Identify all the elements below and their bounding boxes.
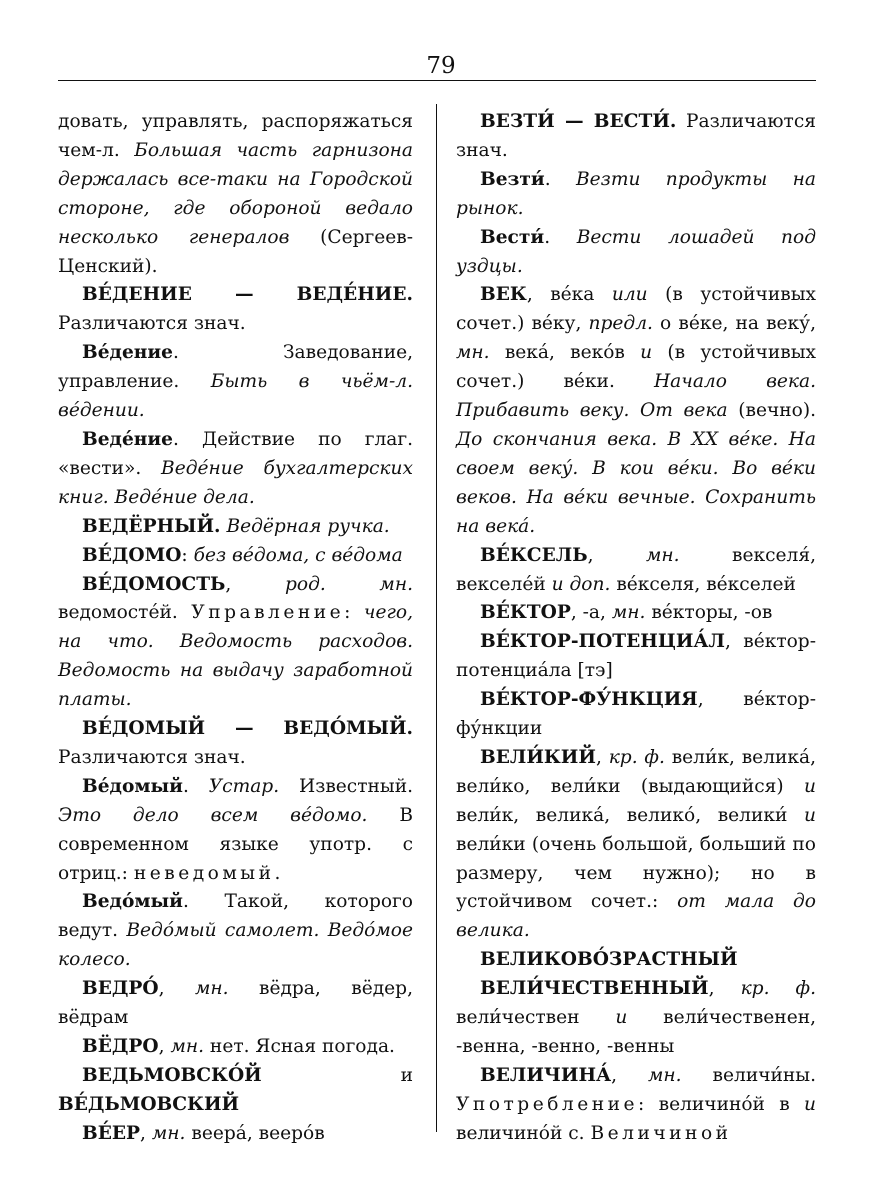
headword: ВЁДРО [82, 1036, 159, 1057]
headword: ВЕК [480, 284, 527, 306]
entry-text: . [182, 775, 209, 797]
italic-text: предл. [588, 313, 653, 335]
dictionary-entry [456, 166, 816, 224]
entry-text: В современном языке употр. с отриц.: [58, 804, 414, 884]
italic-text: Большая часть гарнизона держалась все-таки на Городской стороне, где обороной ведало несколько генералов [58, 139, 413, 248]
headword: Вести́ [480, 226, 545, 248]
headword: ВЕ́ДОМЫЙ — ВЕДО́МЫЙ. [82, 718, 413, 740]
dictionary-entry [58, 513, 413, 542]
header-rule [58, 80, 816, 81]
dictionary-entry [456, 975, 816, 1062]
entry-text: Различаются знач. [456, 111, 816, 161]
spaced-text: Употребление [456, 1093, 639, 1115]
italic-text: и [615, 1007, 628, 1029]
italic-text: Устар. [208, 775, 280, 797]
dictionary-entry [456, 599, 816, 628]
entry-text: веера́, вееро́в [185, 1122, 325, 1144]
headword: ВЕ́ЕР [82, 1122, 141, 1144]
entry-text: ведомосте́й. [58, 602, 192, 624]
italic-text: Ведо́мый самолет. Ведо́мое колесо. [58, 920, 413, 971]
italic-text: Вести лошадей под уздцы. [456, 226, 816, 277]
entry-text: , ве́ктор-фу́нкции [456, 689, 816, 740]
headword: ВЕЛИ́КИЙ [480, 746, 596, 768]
entry-text: . Такой, которого ведут. [58, 891, 413, 942]
italic-text: мн. [456, 342, 490, 364]
dictionary-entry [456, 628, 816, 686]
entry-text: величино́й с. [456, 1122, 591, 1144]
headword: ВЕ́ДОМО [82, 544, 182, 566]
dictionary-entry [58, 426, 413, 513]
entry-text: о ве́ке, на веку́, [652, 313, 817, 335]
italic-text: без ве́дома, с ве́дома [193, 544, 403, 566]
entry-text: , [708, 978, 741, 1000]
entry-text: вели́чествен [456, 1007, 616, 1029]
entry-text: вели́чественен, -венна, -венно, -венны [456, 1007, 816, 1057]
dictionary-entry [456, 224, 816, 282]
column-divider [436, 104, 437, 1132]
italic-text: Быть в чьём-л. ве́дении. [58, 371, 413, 422]
entry-text: вели́ки (очень большой, больший по размеру, чем нужно); но в устойчивом сочет.: [456, 833, 816, 913]
entry-text: величи́ны. [681, 1064, 816, 1086]
entry-text: . [274, 862, 281, 884]
dictionary-entry [456, 744, 816, 946]
entry-text: нет. Ясная погода. [204, 1036, 395, 1057]
italic-text: мн. [170, 1036, 205, 1057]
italic-text: и [640, 342, 653, 364]
italic-text: и [804, 1093, 816, 1115]
headword: ВЕДЁРНЫЙ. [82, 515, 221, 537]
entry-text: , [158, 978, 195, 1000]
dictionary-entry [456, 686, 816, 744]
dictionary-entry [58, 108, 413, 281]
headword: ВЕ́ДЕНИЕ — ВЕДЕ́НИЕ. [82, 284, 413, 306]
entry-text: , [158, 1036, 171, 1057]
spaced-text: Величиной [590, 1122, 732, 1144]
entry-text: ве́кторы, -ов [645, 602, 773, 624]
dictionary-entry [58, 888, 413, 975]
italic-text: от мала до велика. [456, 891, 816, 942]
left-column [58, 108, 413, 1149]
dictionary-entry [58, 1033, 413, 1062]
dictionary-entry [456, 1062, 816, 1149]
italic-text: чего, на что. Ведомость расходов. Ведомость на выдачу заработной платы. [58, 602, 413, 711]
entry-text: . Действие по глаг. «вести». [58, 428, 413, 479]
headword: Веде́ние [82, 428, 173, 450]
dictionary-entry [58, 1062, 413, 1120]
headword: ВЕДЬМОВСКО́Й [82, 1064, 262, 1086]
entry-text: вёдра, вёдер, вёдрам [58, 978, 413, 1029]
italic-text: Это дело всем ве́домо. [58, 804, 368, 826]
italic-text: род. мн. [284, 573, 413, 595]
headword: ВЕ́КСЕЛЬ [480, 544, 588, 566]
entry-text: (в устойчивых сочет.) ве́ки. [456, 342, 816, 393]
entry-text: : [344, 602, 364, 624]
entry-text: , ве́ка [526, 284, 612, 306]
dictionary-entry [58, 571, 413, 716]
dictionary-entry [456, 281, 816, 541]
italic-text: и [804, 804, 816, 826]
dictionary-entry [58, 975, 413, 1033]
entry-text: Различаются знач. [58, 746, 246, 768]
entry-text: , ве́ктор-потенциа́ла [тэ] [456, 631, 816, 682]
italic-text: и доп. [551, 573, 611, 595]
headword: ВЕЗТИ́ — ВЕСТИ́. [480, 111, 677, 132]
headword: Везти́ [480, 168, 545, 190]
headword: ВЕЛИКОВО́ЗРАСТНЫЙ [480, 949, 738, 971]
headword: ВЕ́КТОР-ПОТЕНЦИА́Л [480, 631, 725, 653]
entry-text: довать, управлять, распоряжаться чем-л. [58, 111, 413, 161]
dictionary-entry [58, 715, 413, 773]
entry-text: ве́кселя, ве́кселей [610, 573, 796, 595]
italic-text: и [804, 775, 816, 797]
entry-text: . [544, 226, 577, 248]
headword: ВЕЛИЧИНА́ [480, 1064, 612, 1086]
italic-text: Ведёрная ручка. [226, 515, 390, 537]
entry-text: Различаются знач. [58, 313, 246, 335]
entry-text: века́, веко́в [489, 342, 641, 364]
page-number: 79 [426, 53, 456, 79]
entry-text: вели́к, велика́, вели́ко, вели́ки (выдающийся) [456, 746, 817, 797]
italic-text: или [611, 284, 648, 306]
entry-text: . Заведование, управление. [58, 342, 413, 393]
italic-text: Начало века. Прибавить веку. От века [456, 371, 816, 422]
spaced-text: неведомый [133, 862, 275, 884]
italic-text: До скончания века. В XX ве́ке. На своем веку́. В кои ве́ки. Во ве́ки веков. На ве́ки вечные. Сохранить на века́. [456, 428, 816, 537]
entry-text: и [261, 1064, 413, 1086]
headword: Ведо́мый [82, 891, 183, 913]
italic-text: мн. [611, 602, 646, 624]
headword: ВЕЛИ́ЧЕСТВЕННЫЙ [480, 978, 709, 1000]
right-column [456, 108, 816, 1149]
headword: Ве́дение [82, 342, 173, 364]
dictionary-entry [456, 542, 816, 600]
entry-text: . [544, 168, 577, 190]
dictionary-entry [58, 542, 413, 571]
entry-text: вели́к, велика́, велико́, велики́ [456, 804, 805, 826]
entry-text: (в устойчивых сочет.) ве́ку, [456, 284, 816, 335]
entry-text: , -а, [570, 602, 612, 624]
dictionary-entry [58, 339, 413, 426]
italic-text: мн. [151, 1122, 186, 1144]
entry-text: (Сергеев-Ценский). [58, 226, 413, 277]
dictionary-entry [58, 1120, 413, 1149]
italic-text: мн. [645, 544, 680, 566]
italic-text: кр. ф. [608, 746, 665, 768]
headword: ВЕ́КТОР [480, 602, 571, 624]
entry-text: Известный. [279, 775, 413, 797]
entry-text: , [611, 1064, 649, 1086]
italic-text: Веде́ние бухгалтерских книг. Веде́ние дела. [58, 457, 413, 508]
entry-text: , [595, 746, 609, 768]
entry-text: , [225, 573, 285, 595]
italic-text: мн. [194, 978, 229, 1000]
headword: ВЕДРО́ [82, 978, 159, 1000]
entry-text: : величино́й в [638, 1093, 805, 1115]
entry-text: (вечно). [727, 400, 817, 422]
italic-text: кр. ф. [740, 978, 816, 1000]
entry-text: векселя́, векселе́й [456, 544, 816, 595]
dictionary-entry [58, 773, 413, 889]
entry-text: , [587, 544, 646, 566]
headword: ВЕ́КТОР-ФУ́НКЦИЯ [480, 689, 698, 711]
entry-text: , [140, 1122, 152, 1144]
italic-text: Везти продукты на рынок. [456, 168, 817, 219]
dictionary-entry [58, 281, 413, 339]
headword: ВЕ́ДОМОСТЬ [82, 573, 226, 595]
headword: Ве́домый [82, 775, 183, 797]
dictionary-entry [456, 946, 816, 975]
italic-text: мн. [648, 1064, 682, 1086]
dictionary-entry [456, 108, 816, 166]
headword: ВЕ́ДЬМОВСКИЙ [58, 1093, 240, 1115]
spaced-text: Управление [191, 602, 345, 624]
entry-text: : [181, 544, 194, 566]
